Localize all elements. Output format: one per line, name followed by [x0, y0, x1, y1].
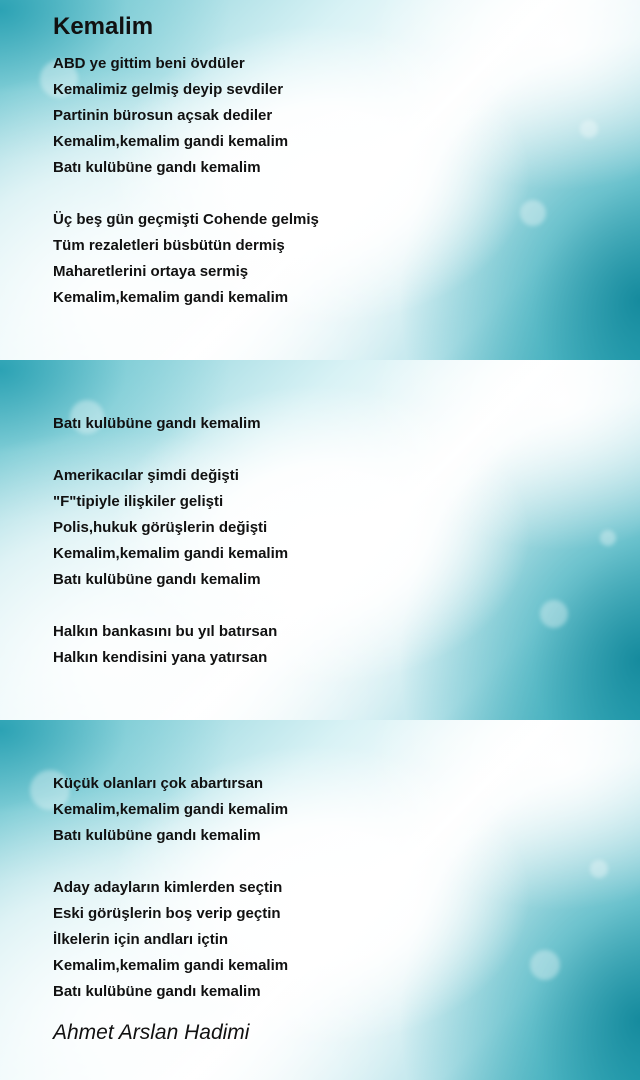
poem-line: Batı kulübüne gandı kemalim [53, 159, 261, 176]
poem-line: Tüm rezaletleri büsbütün dermiş [53, 237, 285, 254]
poem-line: Partinin bürosun açsak dediler [53, 107, 273, 124]
poem-line: Halkın kendisini yana yatırsan [53, 649, 268, 666]
poem-line: Üç beş gün geçmişti Cohende gelmiş [53, 211, 319, 228]
poem-line: Batı kulübüne gandı kemalim [53, 571, 261, 588]
poem-line: Batı kulübüne gandı kemalim [53, 827, 261, 844]
poem-line: Eski görüşlerin boş verip geçtin [53, 905, 281, 922]
poem-line: Polis,hukuk görüşlerin değişti [53, 519, 268, 536]
poem-line: Küçük olanları çok abartırsan [53, 775, 264, 792]
poem-author: Ahmet Arslan Hadimi [53, 1021, 250, 1044]
poem-line: "F"tipiyle ilişkiler gelişti [53, 493, 224, 510]
poem-title: Kemalim [53, 13, 154, 40]
poem-line: Aday adayların kimlerden seçtin [53, 879, 283, 896]
poem-line: Amerikacılar şimdi değişti [53, 467, 239, 484]
poem-line: Halkın bankasını bu yıl batırsan [53, 623, 278, 640]
poem-line: Kemalimiz gelmiş deyip sevdiler [53, 81, 284, 98]
poem-line: Kemalim,kemalim gandi kemalim [53, 957, 289, 974]
poem-line: Kemalim,kemalim gandi kemalim [53, 133, 289, 150]
poem-line: Kemalim,kemalim gandi kemalim [53, 801, 289, 818]
poem-line: Batı kulübüne gandı kemalim [53, 983, 261, 1000]
poem-line: Kemalim,kemalim gandi kemalim [53, 545, 289, 562]
poem-line: ABD ye gittim beni övdüler [53, 55, 245, 72]
poem-line: Kemalim,kemalim gandi kemalim [53, 289, 289, 306]
poem-line: İlkelerin için andları içtin [53, 931, 229, 948]
poem-line: Maharetlerini ortaya sermiş [53, 263, 249, 280]
poem-line: Batı kulübüne gandı kemalim [53, 415, 261, 432]
